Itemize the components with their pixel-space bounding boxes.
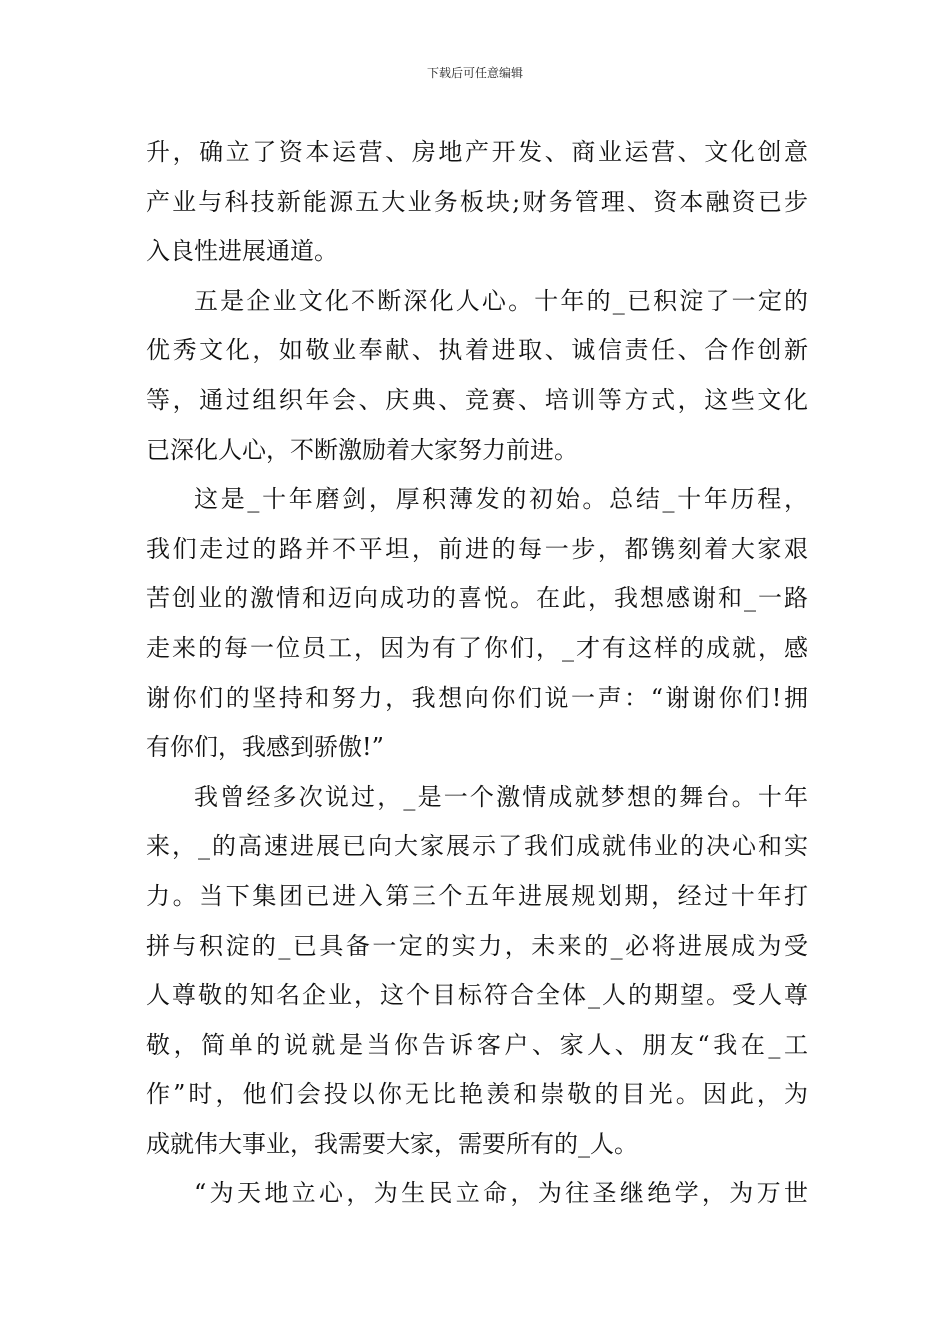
body-text-line: “为天地立心，为生民立命，为往圣继绝学，为万世 bbox=[194, 1179, 808, 1208]
body-text-line: 我们走过的路并不平坦，前进的每一步，都镌刻着大家艰 bbox=[146, 534, 808, 563]
body-text-line: 人尊敬的知名企业，这个目标符合全体_人的期望。受人尊 bbox=[146, 981, 808, 1010]
body-text-line: 走来的每一位员工，因为有了你们，_才有这样的成就，感 bbox=[146, 633, 808, 662]
body-text-line: 敬，简单的说就是当你告诉客户、家人、朋友“我在_工 bbox=[146, 1030, 808, 1059]
body-text-line: 这是_十年磨剑，厚积薄发的初始。总结_十年历程， bbox=[194, 485, 808, 514]
body-text-line: 苦创业的激情和迈向成功的喜悦。在此，我想感谢和_一路 bbox=[146, 584, 808, 613]
body-text-line: 成就伟大事业，我需要大家，需要所有的_人。 bbox=[146, 1129, 638, 1158]
body-text-line: 已深化人心，不断激励着大家努力前进。 bbox=[146, 435, 578, 464]
body-text-line: 力。当下集团已进入第三个五年进展规划期，经过十年打 bbox=[146, 881, 808, 910]
body-text-line: 拼与积淀的_已具备一定的实力，未来的_必将进展成为受 bbox=[146, 931, 808, 960]
body-text-line: 产业与科技新能源五大业务板块;财务管理、资本融资已步 bbox=[146, 187, 808, 216]
body-text-line: 优秀文化，如敬业奉献、执着进取、诚信责任、合作创新 bbox=[146, 336, 808, 365]
body-text-line: 升，确立了资本运营、房地产开发、商业运营、文化创意 bbox=[146, 138, 808, 166]
body-text-line: 我曾经多次说过，_是一个激情成就梦想的舞台。十年 bbox=[194, 782, 808, 811]
body-text-line: 五是企业文化不断深化人心。十年的_已积淀了一定的 bbox=[194, 286, 808, 315]
body-text-line: 作”时，他们会投以你无比艳羡和崇敬的目光。因此，为 bbox=[146, 1080, 808, 1109]
body-text-line: 有你们，我感到骄傲!” bbox=[146, 733, 384, 762]
document-body bbox=[146, 128, 808, 1219]
body-text-line: 谢你们的坚持和努力，我想向你们说一声：“谢谢你们!拥 bbox=[146, 683, 808, 712]
body-text-line: 来，_的高速进展已向大家展示了我们成就伟业的决心和实 bbox=[146, 832, 808, 861]
body-text-line: 等，通过组织年会、庆典、竞赛、培训等方式，这些文化 bbox=[146, 385, 808, 414]
page-header-note: 下载后可任意编辑 bbox=[426, 66, 523, 80]
body-text-line: 入良性进展通道。 bbox=[146, 237, 338, 266]
